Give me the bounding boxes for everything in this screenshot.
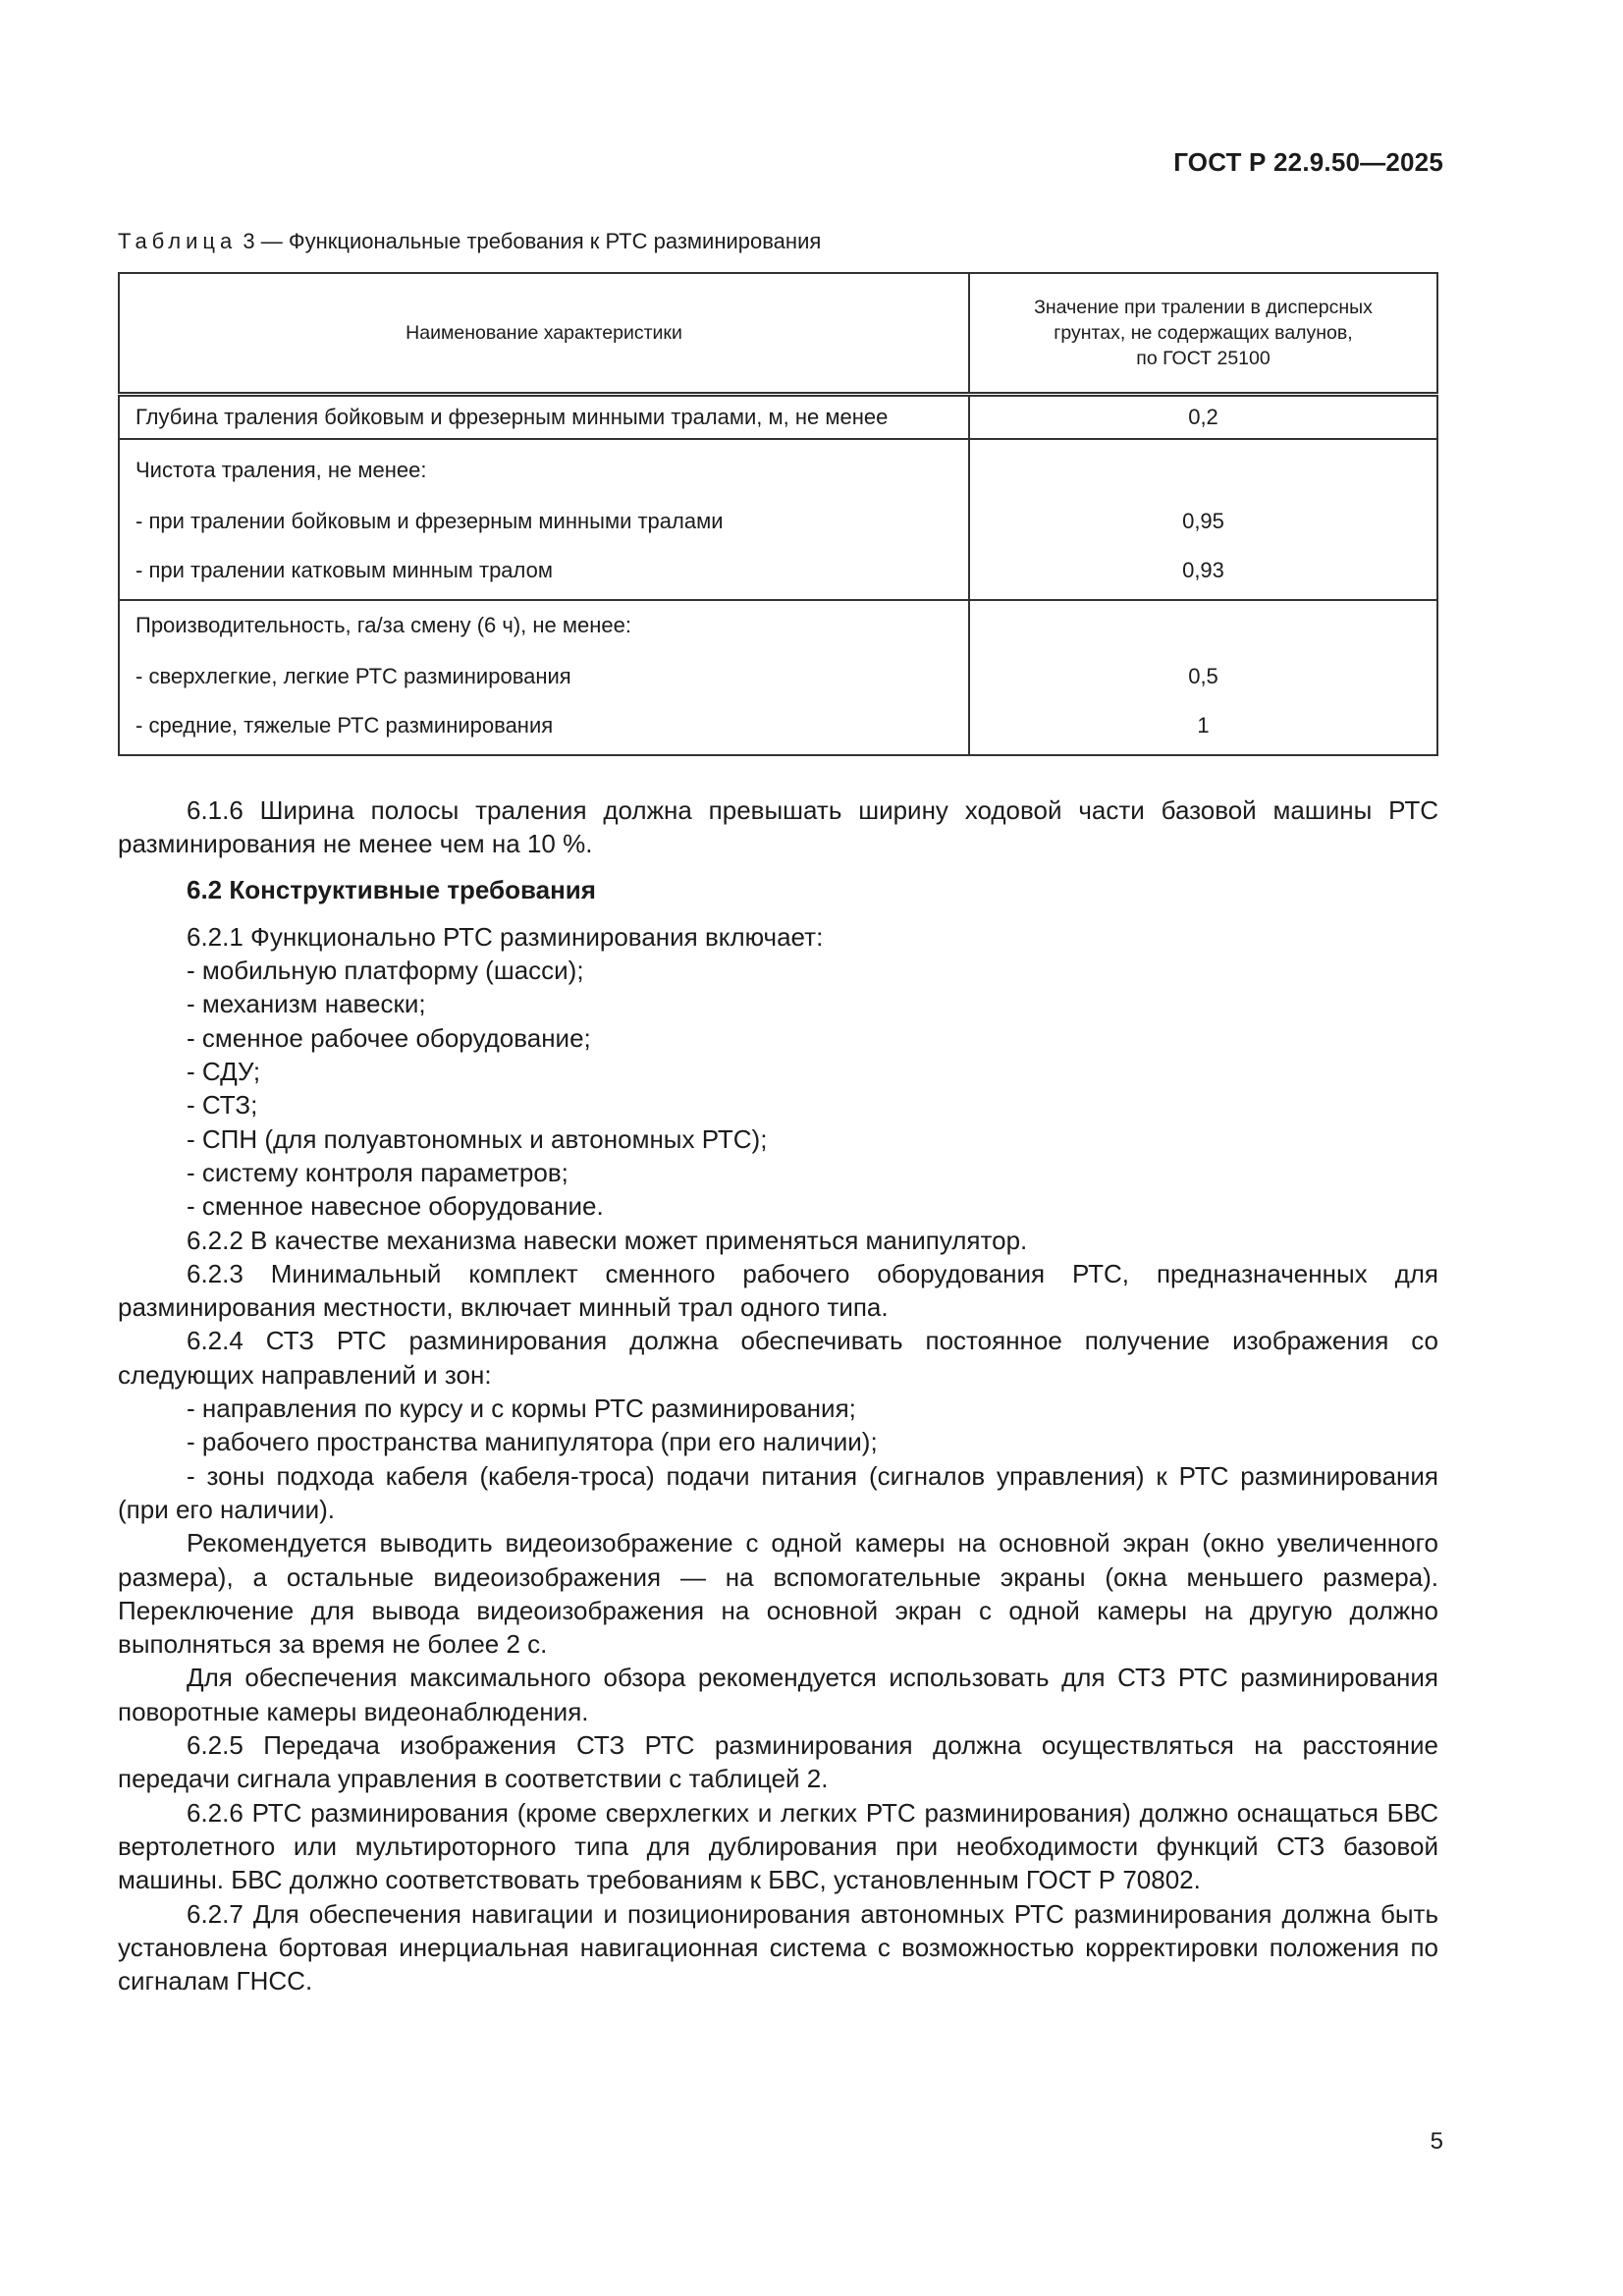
list-item: - систему контроля параметров;	[187, 1157, 568, 1187]
row-item-label: - средние, тяжелые РТС разминирования	[135, 713, 554, 738]
paragraph-6-1-6: 6.1.6 Ширина полосы траления должна превышать ширину ходовой части базовой машины РТС разминирования не менее чем на 10 %.	[118, 795, 1438, 859]
list-item: - рабочего пространства манипулятора (при его наличии);	[187, 1427, 878, 1457]
paragraph-6-2-4: 6.2.4 СТЗ РТС разминирования должна обеспечивать постоянное получение изображения со следующих направлений и зон:	[118, 1326, 1438, 1390]
page-number: 5	[1430, 2128, 1443, 2155]
table-header-row	[119, 273, 1437, 395]
row-item-label: - при тралении катковым минным тралом	[135, 558, 553, 582]
column-header-value: Значение при тралении в дисперсных грунтах, не содержащих валунов, по ГОСТ 25100	[969, 273, 1437, 395]
list-item: - направления по курсу и с кормы РТС разминирования;	[187, 1394, 856, 1424]
row-item-value: 1	[1197, 713, 1210, 738]
row-label-group: Производительность, га/за смену (6 ч), не менее: - сверхлегкие, легкие РТС разминирования - средние, тяжелые РТС разминирования	[119, 600, 969, 755]
row-value-group	[969, 439, 1437, 600]
table-row	[119, 600, 1437, 755]
row-item-label: - при тралении бойковым и фрезерным минными тралами	[135, 509, 724, 533]
list-item: - сменное рабочее оборудование;	[187, 1022, 591, 1053]
document-body	[118, 793, 1438, 1997]
list-item: - механизм навески;	[187, 989, 426, 1019]
table-caption-prefix: Таблица	[118, 229, 238, 253]
table-row	[119, 395, 1437, 440]
paragraph-6-2-1: 6.2.1 Функционально РТС разминирования включает:	[187, 921, 824, 952]
list-item: - сменное навесное оборудование.	[187, 1191, 604, 1222]
paragraph-6-2-7: 6.2.7 Для обеспечения навигации и позиционирования автономных РТС разминирования должна быть установлена бортовая инерциальная навигационная система с возможностью корректировки положения по сигналам ГНСС.	[118, 1898, 1438, 1996]
row-item-value: 0,5	[1188, 664, 1218, 688]
list-item: - СПН (для полуавтономных и автономных РТС);	[187, 1123, 768, 1154]
list-item: - зоны подхода кабеля (кабеля-троса) подачи питания (сигналов управления) к РТС разминирования (при его наличии).	[118, 1460, 1438, 1524]
table-caption-text: 3 — Функциональные требования к РТС разминирования	[243, 229, 822, 253]
document-code: ГОСТ Р 22.9.50—2025	[1173, 147, 1443, 177]
paragraph-6-2-5: 6.2.5 Передача изображения СТЗ РТС разминирования должна осуществляться на расстояние передачи сигнала управления в соответствии с таблицей 2.	[118, 1730, 1438, 1794]
paragraph-6-2-3: 6.2.3 Минимальный комплект сменного рабочего оборудования РТС, предназначенных для разминирования местности, включает минный трал одного типа.	[118, 1258, 1438, 1323]
row-label-group: Чистота траления, не менее: - при тралении бойковым и фрезерным минными тралами - при тралении катковым минным тралом	[119, 439, 969, 600]
paragraph-6-2-2: 6.2.2 В качестве механизма навески может применяться манипулятор.	[187, 1225, 1028, 1255]
row-item-value: 0,95	[1182, 509, 1224, 533]
list-item: - СДУ;	[187, 1057, 261, 1087]
section-heading-6-2: 6.2 Конструктивные требования	[187, 874, 596, 904]
column-header-name: Наименование характеристики	[119, 273, 969, 395]
row-value: 0,2	[969, 395, 1437, 440]
row-value-group	[969, 600, 1437, 755]
paragraph-6-2-6: 6.2.6 РТС разминирования (кроме сверхлегких и легких РТС разминирования) должно оснащаться БВС вертолетного или мультироторного типа для дублирования при необходимости функций СТЗ базовой машины. БВС должно соответствовать требованиям к БВС, установленным ГОСТ Р 70802.	[118, 1797, 1438, 1895]
table-row	[119, 439, 1437, 600]
paragraph-recommendation-1: Рекомендуется выводить видеоизображение с одной камеры на основной экран (окно увеличенного размера), а остальные видеоизображения — на вспомогательные экраны (окна меньшего размера). Переключение для вывода видеоизображения на основной экран с одной камеры на другую должно выполняться за время не более 2 с.	[118, 1528, 1438, 1660]
row-item-value: 0,93	[1182, 558, 1224, 582]
row-item-label: - сверхлегкие, легкие РТС разминирования	[135, 664, 571, 688]
requirements-table	[118, 272, 1438, 756]
paragraph-recommendation-2: Для обеспечения максимального обзора рекомендуется использовать для СТЗ РТС разминирования поворотные камеры видеонаблюдения.	[118, 1663, 1438, 1726]
list-item: - мобильную платформу (шасси);	[187, 956, 584, 986]
table-caption	[118, 229, 821, 254]
list-item: - СТЗ;	[187, 1090, 258, 1121]
row-label: Глубина траления бойковым и фрезерным минными тралами, м, не менее	[119, 395, 969, 440]
